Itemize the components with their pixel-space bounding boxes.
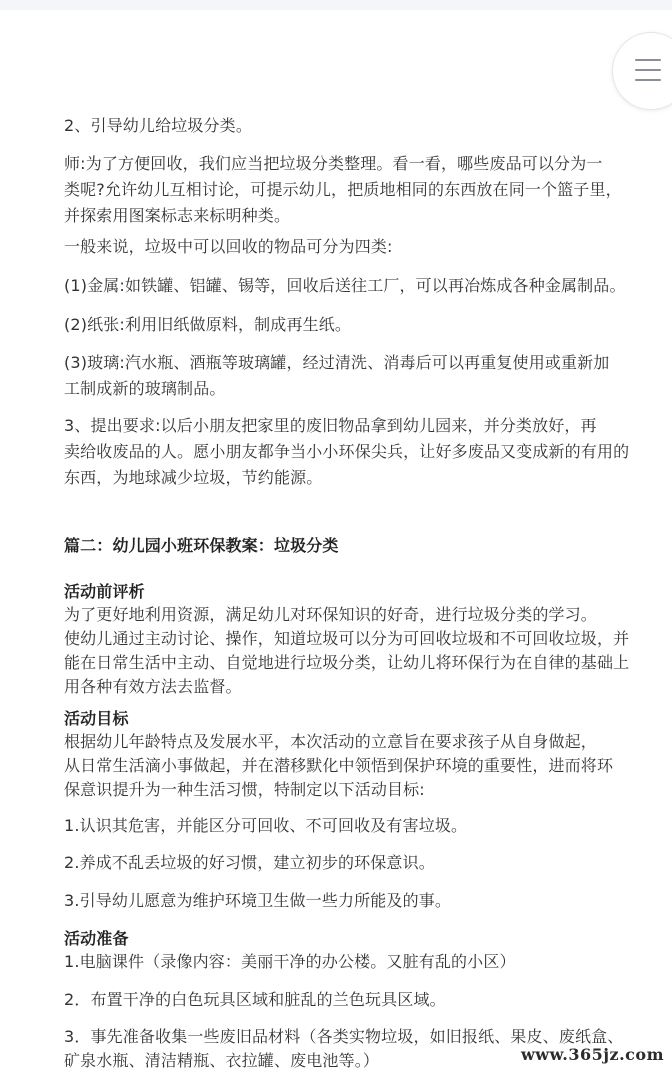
list-item: 2.养成不乱丢垃圾的好习惯，建立初步的环保意识。 <box>64 853 435 872</box>
paragraph-line: 东西，为地球减少垃圾，节约能源。 <box>64 468 323 487</box>
paragraph-line: 为了更好地利用资源，满足幼儿对环保知识的好奇，进行垃圾分类的学习。 <box>64 605 597 624</box>
paragraph-line: 并探索用图案标志来标明种类。 <box>64 206 291 225</box>
paragraph-line: 类呢?允许幼儿互相讨论，可提示幼儿，把质地相同的东西放在同一个篮子里， <box>64 180 622 199</box>
list-item: (2)纸张:利用旧纸做原料，制成再生纸。 <box>64 315 352 334</box>
paragraph-line: 根据幼儿年龄特点及发展水平，本次活动的立意旨在要求孩子从自身做起， <box>64 732 597 751</box>
list-item: 1.电脑课件（录像内容：美丽干净的办公楼。又脏有乱的小区） <box>64 952 516 971</box>
paragraph-line: 一般来说，垃圾中可以回收的物品可分为四类: <box>64 237 393 256</box>
list-item: 2．布置干净的白色玩具区域和脏乱的兰色玩具区域。 <box>64 990 446 1009</box>
list-item: (1)金属:如铁罐、铝罐、锡等，回收后送往工厂，可以再冶炼成各种金属制品。 <box>64 276 626 295</box>
list-item: 矿泉水瓶、清洁精瓶、衣拉罐、废电池等。） <box>64 1051 380 1070</box>
list-item: 3.引导幼儿愿意为维护环境卫生做一些力所能及的事。 <box>64 891 452 910</box>
paragraph-line: 能在日常生活中主动、自觉地进行垃圾分类，让幼儿将环保行为在自律的基础上 <box>64 653 630 672</box>
list-item: 3．事先准备收集一些废旧品材料（各类实物垃圾，如旧报纸、果皮、废纸盒、 <box>64 1027 624 1046</box>
paragraph-line: 用各种有效方法去监督。 <box>64 677 242 696</box>
section-heading: 活动目标 <box>64 709 129 728</box>
list-item: (3)玻璃:汽水瓶、酒瓶等玻璃罐，经过清洗、消毒后可以再重复使用或重新加 <box>64 353 610 372</box>
paragraph-line: 从日常生活滴小事做起，并在潜移默化中领悟到保护环境的重要性，进而将环 <box>64 756 614 775</box>
article-title: 篇二：幼儿园小班环保教案：垃圾分类 <box>64 536 339 555</box>
paragraph-line: 使幼儿通过主动讨论、操作，知道垃圾可以分为可回收垃圾和不可回收垃圾，并 <box>64 629 630 648</box>
section-heading: 活动前评析 <box>64 582 145 601</box>
paragraph-line: 保意识提升为一种生活习惯，特制定以下活动目标: <box>64 780 425 799</box>
section-heading: 活动准备 <box>64 929 129 948</box>
paragraph-line: 3、提出要求:以后小朋友把家里的废旧物品拿到幼儿园来，并分类放好，再 <box>64 416 597 435</box>
list-item: 1.认识其危害，并能区分可回收、不可回收及有害垃圾。 <box>64 816 468 835</box>
section-heading: 2、引导幼儿给垃圾分类。 <box>64 116 252 135</box>
paragraph-line: 卖给收废品的人。愿小朋友都争当小小环保尖兵，让好多废品又变成新的有用的 <box>64 442 630 461</box>
list-item: 工制成新的玻璃制品。 <box>64 379 226 398</box>
watermark: www.365jz.com <box>521 1045 664 1064</box>
paragraph-line: 师:为了方便回收，我们应当把垃圾分类整理。看一看，哪些废品可以分为一 <box>64 154 603 173</box>
